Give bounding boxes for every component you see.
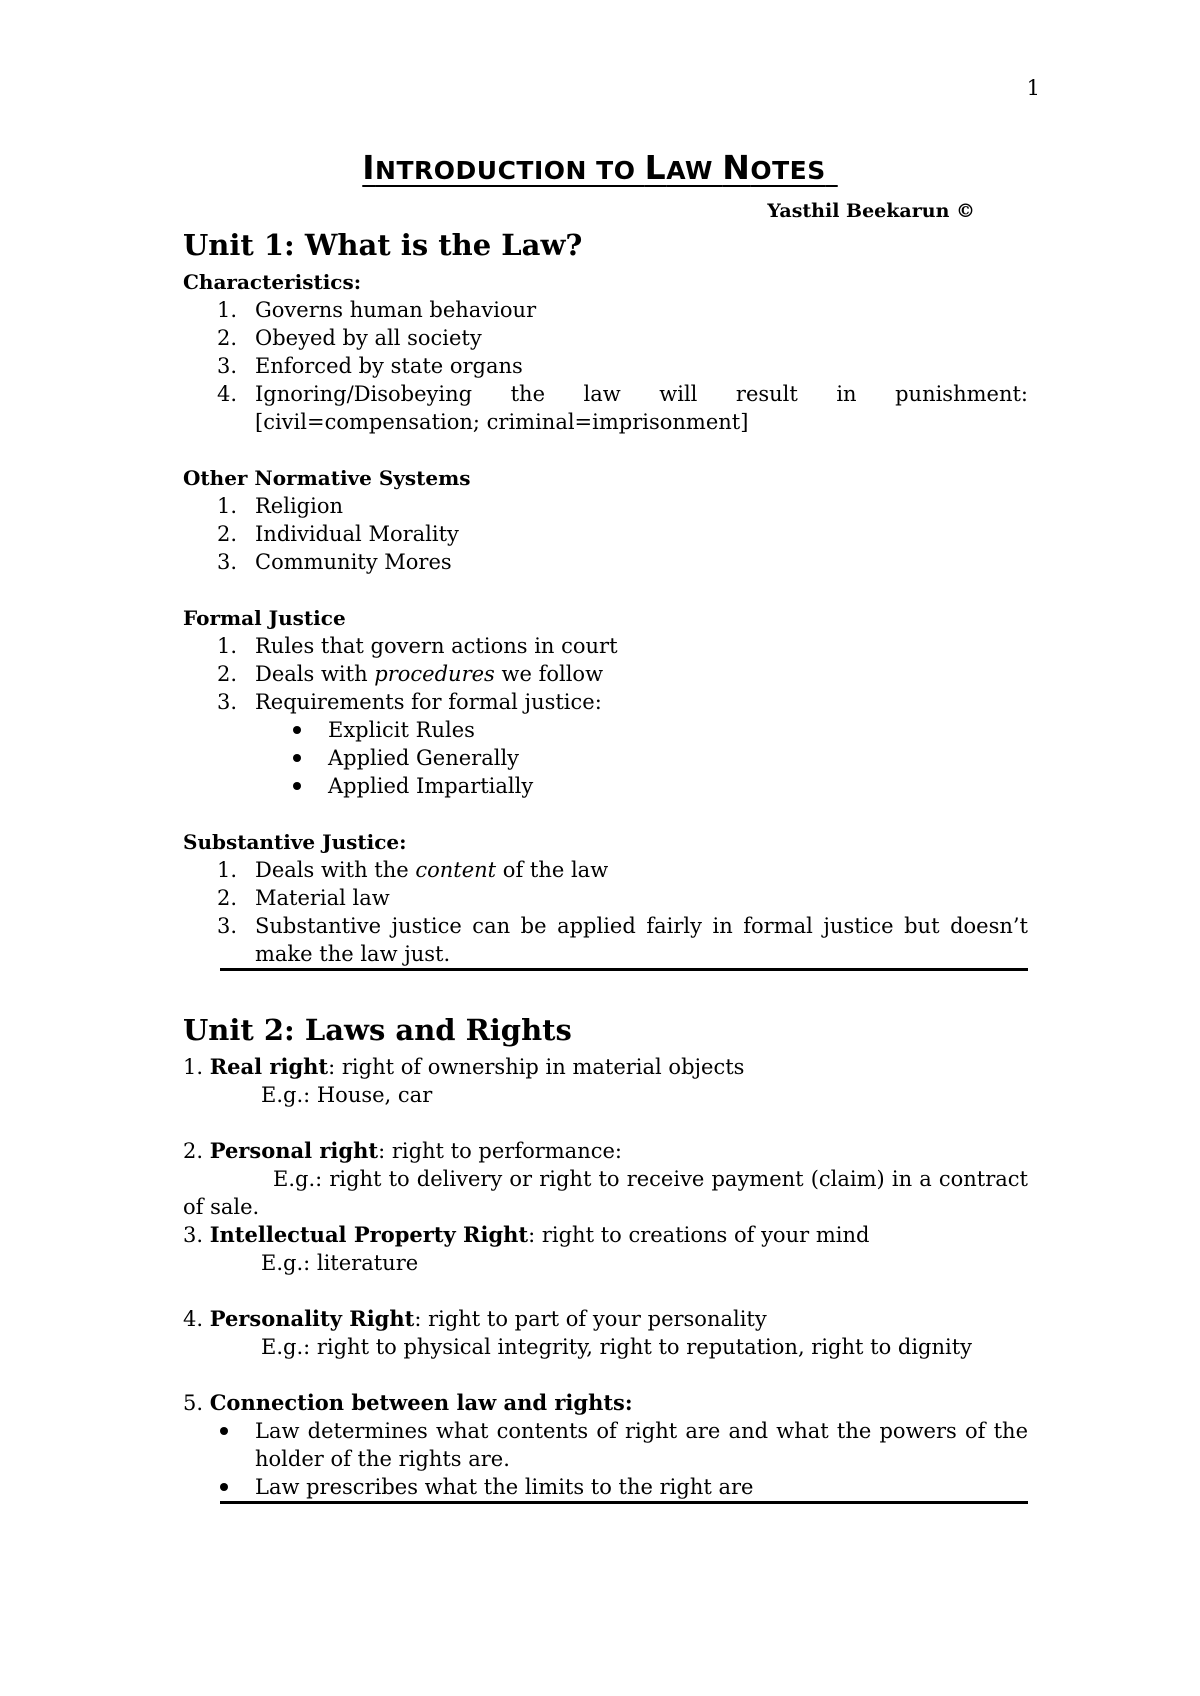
characteristics-heading: Characteristics: xyxy=(183,270,362,294)
list-item: 4. Ignoring/Disobeying the law will result in punishment: [civil=compensation; criminal=imprisonment] xyxy=(217,382,1028,434)
page-number: 1 xyxy=(1026,76,1040,100)
right-intellectual-property: 3. Intellectual Property Right: right to creations of your mind xyxy=(183,1222,870,1247)
right-real-example: E.g.: House, car xyxy=(261,1083,433,1107)
list-item: 3. Enforced by state organs xyxy=(217,354,523,378)
list-item: 1. Governs human behaviour xyxy=(217,298,537,322)
author-credit: Yasthil Beekarun © xyxy=(767,200,975,222)
document-title: INTRODUCTION TO LAW NOTES xyxy=(362,148,826,187)
bullet-icon xyxy=(220,1483,228,1491)
law-rights-connection-list xyxy=(183,1417,1028,1501)
right-personal: 2. Personal right: right to performance: xyxy=(183,1138,622,1163)
rights-list xyxy=(183,1053,1028,1501)
right-real: 1. Real right: right of ownership in material objects xyxy=(183,1054,745,1079)
list-item: 2. Material law xyxy=(217,886,390,910)
right-personality-example: E.g.: right to physical integrity, right to reputation, right to dignity xyxy=(261,1335,973,1359)
list-item: 2. Deals with procedures we follow xyxy=(217,662,604,686)
substantive-justice-list xyxy=(183,856,1028,968)
characteristics-list xyxy=(183,296,1028,436)
list-item: 3. Requirements for formal justice: xyxy=(217,690,602,714)
bullet-item: Law prescribes what the limits to the right are xyxy=(183,1473,1028,1501)
bullet-item: Applied Impartially xyxy=(183,772,1028,800)
list-item: 1. Deals with the content of the law xyxy=(217,858,609,882)
list-item: 3. Community Mores xyxy=(217,550,452,574)
normative-systems-heading: Other Normative Systems xyxy=(183,466,471,490)
list-item: 1. Religion xyxy=(217,494,343,518)
substantive-justice-heading: Substantive Justice: xyxy=(183,830,407,854)
list-item: 3. Substantive justice can be applied fairly in formal justice but doesn’t make the law just. xyxy=(217,914,1028,966)
normative-systems-list xyxy=(183,492,1028,576)
law-rights-connection: 5. Connection between law and rights: xyxy=(183,1390,633,1415)
formal-justice-heading: Formal Justice xyxy=(183,606,346,630)
bullet-item: Applied Generally xyxy=(183,744,1028,772)
formal-justice-list xyxy=(183,632,1028,716)
list-item: 2. Individual Morality xyxy=(217,522,459,546)
section-divider xyxy=(220,1501,1028,1504)
unit1-heading: Unit 1: What is the Law? xyxy=(183,228,583,262)
right-intellectual-property-example: E.g.: literature xyxy=(261,1251,419,1275)
bullet-icon xyxy=(293,782,301,790)
bullet-icon xyxy=(293,754,301,762)
right-personal-example: E.g.: right to delivery or right to receive payment (claim) in a contract of sale. xyxy=(183,1167,1028,1219)
list-item: 1. Rules that govern actions in court xyxy=(217,634,618,658)
document-body xyxy=(183,222,1028,1504)
formal-justice-requirements xyxy=(183,716,1028,800)
list-item: 2. Obeyed by all society xyxy=(217,326,482,350)
bullet-item: Explicit Rules xyxy=(183,716,1028,744)
bullet-item: Law determines what contents of right are and what the powers of the holder of the rights are. xyxy=(183,1417,1028,1473)
bullet-icon xyxy=(293,726,301,734)
bullet-icon xyxy=(220,1427,228,1435)
unit2-heading: Unit 2: Laws and Rights xyxy=(183,1013,572,1047)
right-personality: 4. Personality Right: right to part of your personality xyxy=(183,1306,767,1331)
